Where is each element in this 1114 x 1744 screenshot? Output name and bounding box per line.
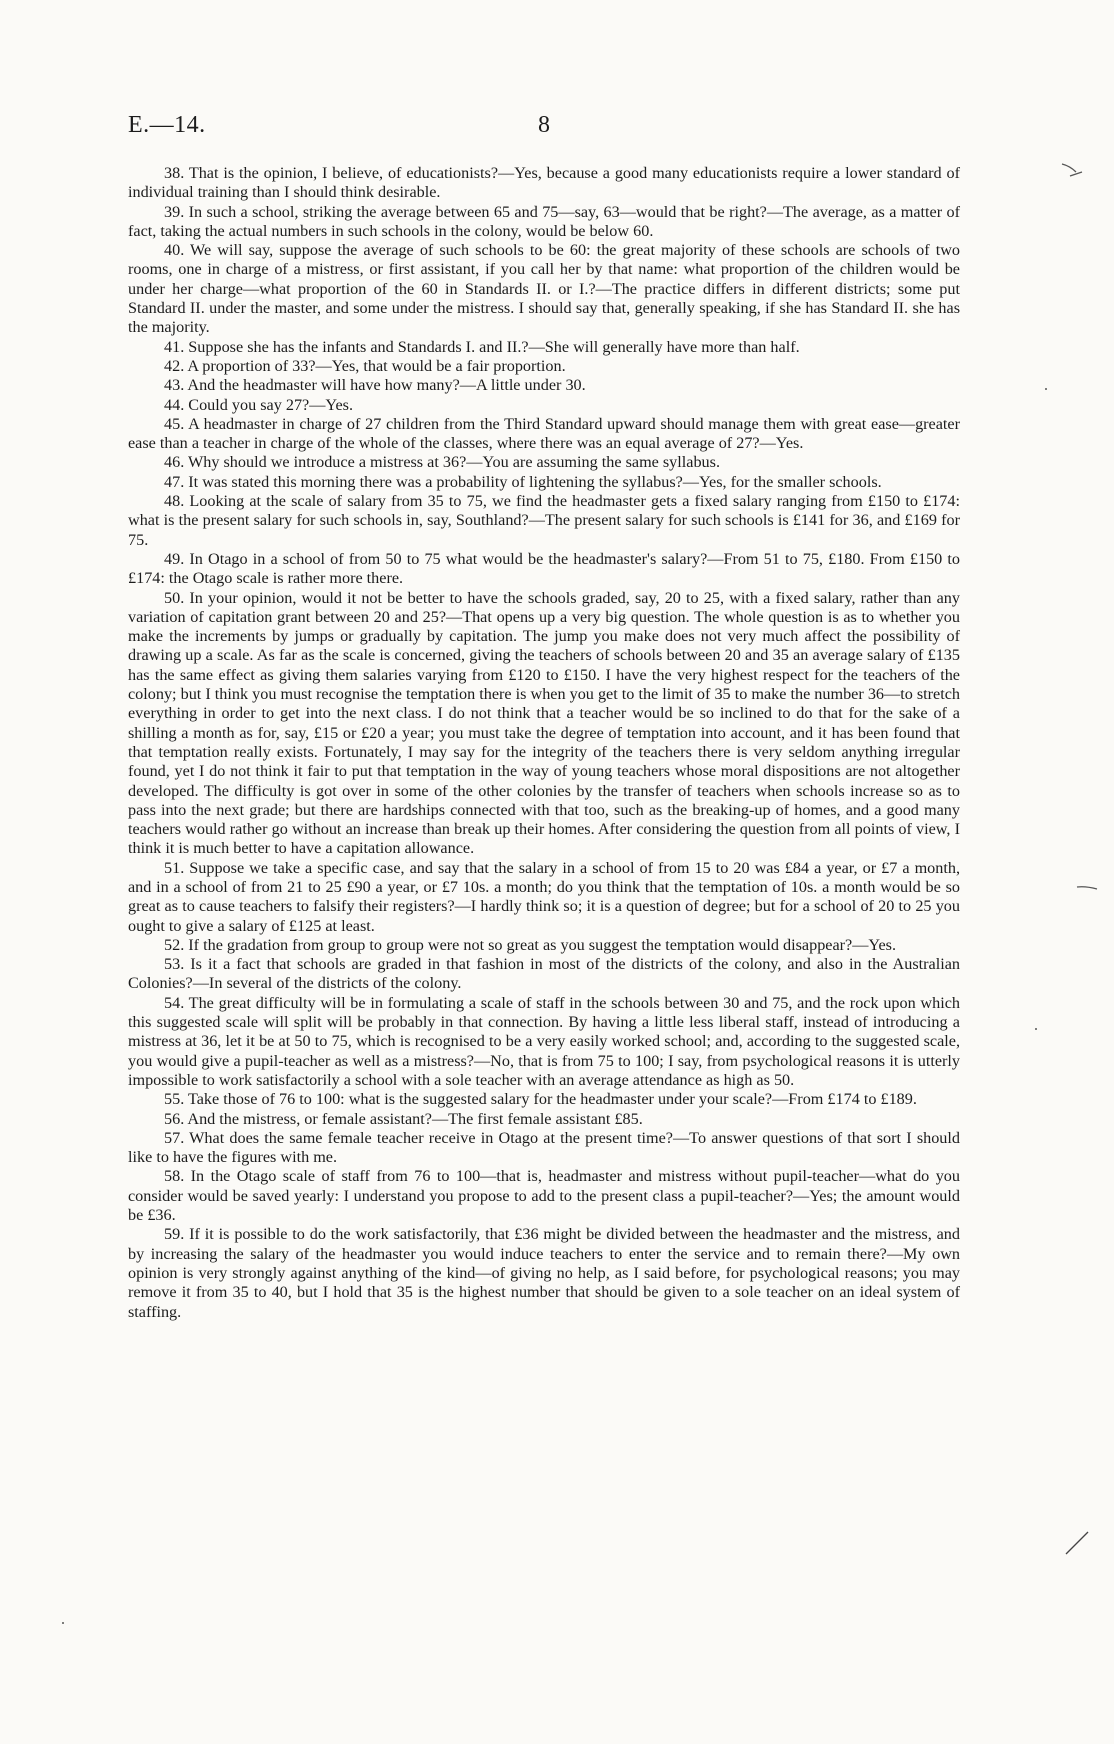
paragraph-55: 55. Take those of 76 to 100: what is the suggested salary for the headmaster under your scale?—From £174 to £189. bbox=[164, 1090, 917, 1109]
paragraph-49: 49. In Otago in a school of from 50 to 75 what would be the headmaster's salary?—From 51 to 75, £180. From £150 to £174: the Otago scale is rather more there. bbox=[128, 549, 960, 588]
margin-pencil-mark bbox=[1060, 160, 1084, 180]
specks bbox=[62, 1622, 64, 1624]
specks bbox=[1045, 388, 1047, 390]
paragraph-45: 45. A headmaster in charge of 27 children from the Third Standard upward should manage them with great ease—greater ease than a teacher in charge of the whole of the classes, where there was an equal average of 27?—Yes. bbox=[128, 414, 960, 453]
margin-slash-mark bbox=[1064, 1530, 1090, 1556]
paragraph-59: 59. If it is possible to do the work satisfactorily, that £36 might be divided between the headmaster and the mistress, and by increasing the salary of the headmaster you would induce teachers to enter the service and to remain there?—My own opinion is very strongly against anything of the kind—of giving no help, as I said before, for psychological reasons; you may remove it from 35 to 40, but I hold that 35 is the highest number that should be given to a sole teacher on an ideal system of staffing. bbox=[128, 1225, 960, 1321]
paragraph-50: 50. In your opinion, would it not be better to have the schools graded, say, 20 to 25, with a fixed salary, rather than any variation of capitation grant between 20 and 25?—That opens up a very big question. The whole question is as to whether you make the increments by jumps or gradually by capitation. The jump you make does not very much affect the possibility of drawing up a scale. As far as the scale is concerned, giving the teachers of schools between 20 and 35 an average salary of £135 has the same effect as giving them salaries varying from £120 to £150. I have the very highest respect for the teachers of the colony; but I think you must recognise the temptation there is when you get to the limit of 35 to make the number 36—to stretch everything in order to get into the next class. I do not think that a teacher would be so inclined to do that for the sake of a shilling a month as for, say, £15 or £20 a year; you must take the degree of temptation into account, and it has been found that that temptation really exists. Fortunately, I may say for the integrity of the teachers there is very seldom anything irregular found, yet I do not think it fair to put that temptation in the way of young teachers whose moral dispositions are not altogether developed. The difficulty is got over in some of the other colonies by the transfer of teachers when schools increase so as to pass into the next grade; but there are hardships connected with that too, such as the breaking-up of homes, and a good many teachers would rather go without an increase than break up their homes. After considering the question from all points of view, I think it is much better to have a capitation allowance. bbox=[128, 588, 960, 858]
paragraph-54: 54. The great difficulty will be in formulating a scale of staff in the schools between 30 and 75, and the rock upon which this suggested scale will split will be probably in that connection. By having a little less liberal staff, instead of introducing a mistress at 36, let it be at 50 to 75, which is recognised to be a very easily worked school; and, according to the suggested scale, you would give a pupil-teacher as well as a mistress?—No, that is from 75 to 100; I say, from psychological reasons it is utterly impossible to work satisfactorily a school with a sole teacher with an average attendance as high as 50. bbox=[128, 993, 960, 1089]
page-header bbox=[128, 112, 988, 152]
margin-dash-mark bbox=[1076, 884, 1098, 892]
document-code: E.—14. bbox=[128, 112, 206, 138]
paragraph-51: 51. Suppose we take a specific case, and say that the salary in a school of from 15 to 20 was £84 a year, or £7 a month, and in a school of from 21 to 25 £90 a year, or £7 10s. a month; do you think that the temptation of 10s. a month would be so great as to cause teachers to falsify their registers?—I hardly think so; it is a question of degree; but for a school of 20 to 25 you ought to give a salary of £125 at least. bbox=[128, 858, 960, 935]
paragraph-46: 46. Why should we introduce a mistress at 36?—You are assuming the same syllabus. bbox=[164, 453, 720, 472]
paragraph-39: 39. In such a school, striking the average between 65 and 75—say, 63—would that be right?—The average, as a matter of fact, taking the actual numbers in such schools in the colony, would be below 60. bbox=[128, 202, 960, 240]
specks bbox=[1035, 1028, 1037, 1030]
paragraph-41: 41. Suppose she has the infants and Standards I. and II.?—She will generally have more than half. bbox=[164, 337, 800, 356]
paragraph-56: 56. And the mistress, or female assistant?—The first female assistant £85. bbox=[164, 1109, 643, 1128]
testimony-body bbox=[128, 164, 960, 1322]
paragraph-38: 38. That is the opinion, I believe, of educationists?—Yes, because a good many educationists require a lower standard of individual training than I should think desirable. bbox=[128, 164, 960, 202]
page-number: 8 bbox=[538, 112, 550, 138]
paragraph-58: 58. In the Otago scale of staff from 76 to 100—that is, headmaster and mistress without pupil-teacher—what do you consider would be saved yearly: I understand you propose to add to the present class a pupil-teacher?—Yes; the amount would be £36. bbox=[128, 1167, 960, 1225]
paragraph-48: 48. Looking at the scale of salary from 35 to 75, we find the headmaster gets a fixed salary ranging from £150 to £174: what is the present salary for such schools in, say, Southland?—The present salary for such schools is £141 for 36, and £169 for 75. bbox=[128, 492, 960, 549]
paragraph-40: 40. We will say, suppose the average of such schools to be 60: the great majority of these schools are schools of two rooms, one in charge of a mistress, or first assistant, if you call her by that name: what proportion of the children would be under her charge—what proportion of the 60 in Standards II. or I.?—The practice differs in different districts; some put Standard II. under the master, and some under the mistress. I should say that, generally speaking, if she has Standard II. she has the majority. bbox=[128, 241, 960, 337]
paragraph-47: 47. It was stated this morning there was a probability of lightening the syllabus?—Yes, for the smaller schools. bbox=[164, 472, 882, 491]
paragraph-42: 42. A proportion of 33?—Yes, that would be a fair proportion. bbox=[164, 356, 566, 375]
paragraph-57: 57. What does the same female teacher receive in Otago at the present time?—To answer questions of that sort I should like to have the figures with me. bbox=[128, 1128, 960, 1167]
paragraph-53: 53. Is it a fact that schools are graded in that fashion in most of the districts of the colony, and also in the Australian Colonies?—In several of the districts of the colony. bbox=[128, 955, 960, 993]
paragraph-44: 44. Could you say 27?—Yes. bbox=[164, 395, 354, 414]
paragraph-43: 43. And the headmaster will have how many?—A little under 30. bbox=[164, 376, 586, 395]
paragraph-52: 52. If the gradation from group to group were not so great as you suggest the temptation would disappear?—Yes. bbox=[164, 935, 897, 954]
